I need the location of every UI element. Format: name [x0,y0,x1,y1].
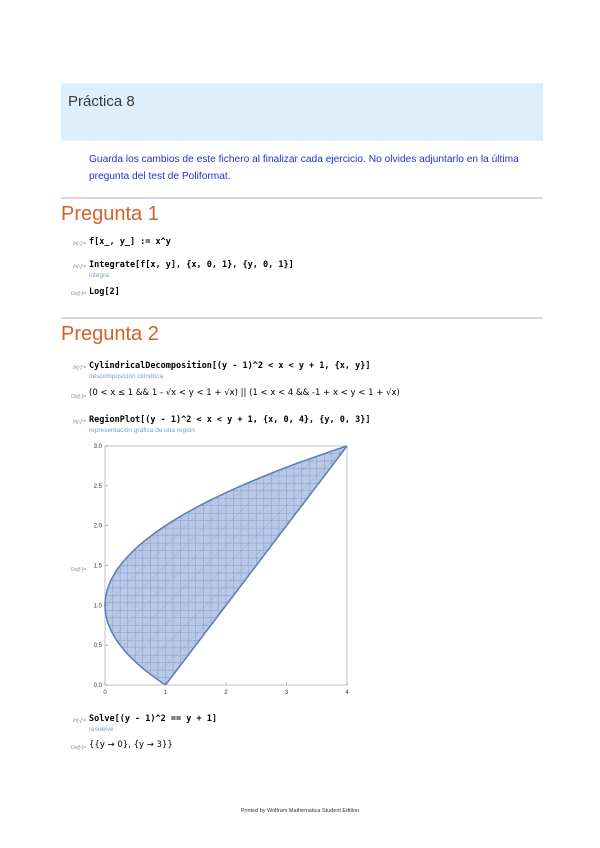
code-text: CylindricalDecomposition[(y - 1)^2 < x < y + 1, {x, y}] [89,361,371,371]
output-cell-decomposition: (0 < x ≤ 1 && 1 - √x < y < 1 + √x) || (1 < x < 4 && -1 + x < y < 1 + √x) [89,388,400,398]
y-tick-label: 0.0 [93,683,102,689]
code-hint-descomposicion: descomposición cilíndrica [89,373,164,380]
x-tick-label: 3 [284,690,289,696]
section-title-pregunta-1: Pregunta 1 [61,203,159,225]
y-tick-label: 2.5 [93,483,102,490]
x-axis-ticks [103,682,349,696]
input-cell-define-f[interactable] [89,237,171,247]
input-cell-solve[interactable] [89,714,217,724]
input-cell-cylindrical-decomposition[interactable] [89,361,370,371]
input-label: In[-]:= [73,365,86,371]
title-banner [61,83,543,141]
code-text: RegionPlot[(y - 1)^2 < x < y + 1, {x, 0, 4}, {y, 0, 3}] [89,415,371,425]
x-tick-label: 4 [345,690,349,696]
section-title-pregunta-2: Pregunta 2 [61,323,159,345]
output-cell-solve: {{y → 0}, {y → 3}} [89,740,173,750]
region-plot [86,440,356,700]
y-tick-label: 3.0 [93,444,102,450]
y-tick-label: 1.5 [93,563,102,570]
input-label: In[-]:= [73,718,86,724]
print-footer: Printed by Wolfram Mathematica Student Edition [240,808,360,814]
code-hint-resuelve: resuelve [89,726,114,733]
output-label: Out[-]= [70,394,86,400]
divider [61,317,543,319]
mesh-line [105,440,347,446]
x-tick-label: 1 [163,690,168,696]
code-text: Integrate[f[x, y], {x, 0, 1}, {y, 0, 1}] [89,260,294,270]
output-label: Out[-]= [70,567,86,573]
input-cell-integrate[interactable] [89,260,294,270]
output-label: Out[-]= [70,745,86,751]
x-tick-label: 2 [224,690,228,696]
input-label: In[-]:= [73,264,86,270]
x-tick-label: 0 [103,690,107,696]
y-axis-ticks [94,444,108,689]
instructions-text: Guarda los cambios de este fichero al finalizar cada ejercicio. No olvides adjuntarlo en la última pregunta del test de Poliformat. [89,154,519,182]
input-label: In[-]:= [73,419,86,425]
output-label: Out[-]= [70,291,86,297]
input-cell-region-plot[interactable] [89,415,370,425]
output-text: Log[2] [89,287,120,297]
output-cell-log2 [89,287,120,297]
y-tick-label: 1.0 [93,603,102,610]
y-tick-label: 0.5 [93,643,102,650]
y-tick-label: 2.0 [93,523,102,530]
code-text: f[x_, y_] := x^y [89,237,171,247]
code-hint-integra: integra [89,272,109,279]
code-text: Solve[(y - 1)^2 == y + 1] [89,714,217,724]
input-label: In[-]:= [73,241,86,247]
page-title: Práctica 8 [68,93,135,110]
code-hint-representacion: representación gráfica de una región [89,427,195,434]
divider [61,197,543,199]
